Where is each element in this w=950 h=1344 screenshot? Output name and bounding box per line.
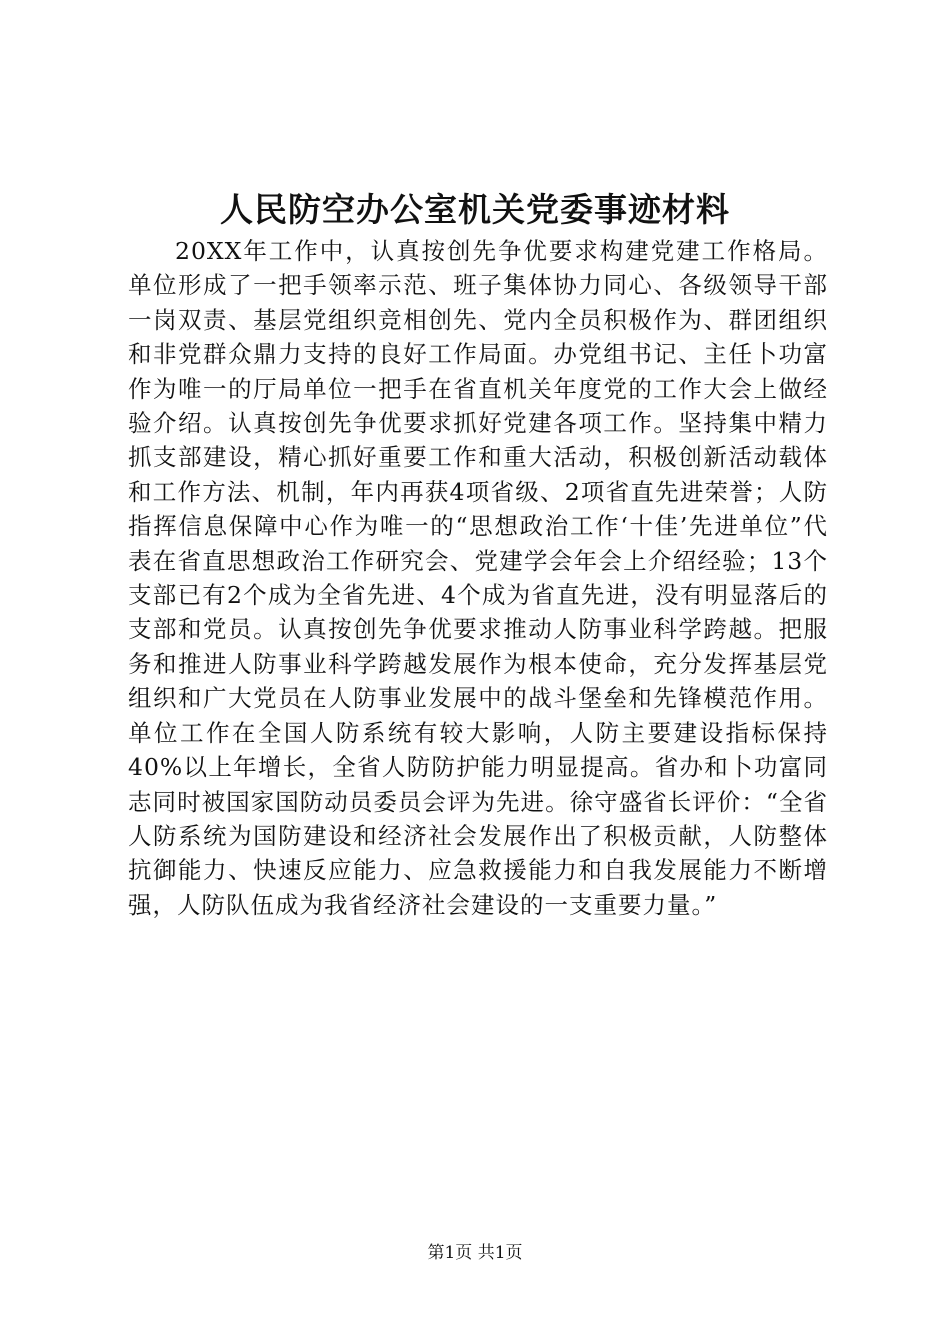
document-title: 人民防空办公室机关党委事迹材料 [220, 190, 730, 229]
page-footer: 第1页 共1页 [427, 1243, 523, 1263]
body-paragraph: 20XX年工作中，认真按创先争优要求构建党建工作格局。单位形成了一把手领率示范、班子集体协力同心、各级领导干部一岗双责、基层党组织竞相创先、党内全员积极作为、群团组织和非党群众鼎力支持的良好工作局面。办党组书记、主任卜功富作为唯一的厅局单位一把手在省直机关年度党的工作大会上做经验介绍。认真按创先争优要求抓好党建各项工作。坚持集中精力抓支部建设，精心抓好重要工作和重大活动，积极创新活动载体和工作方法、机制，年内再获4项省级、2项省直先进荣誉；人防指挥信息保障中心作为唯一的“思想政治工作‘十佳’先进单位”代表在省直思想政治工作研究会、党建学会年会上介绍经验；13个支部已有2个成为全省先进、4个成为省直先进，没有明显落后的支部和党员。认真按创先争优要求推动人防事业科学跨越。把服务和推进人防事业科学跨越发展作为根本使命，充分发挥基层党组织和广大党员在人防事业发展中的战斗堡垒和先锋模范作用。单位工作在全国人防系统有较大影响，人防主要建设指标保持40%以上年增长，全省人防防护能力明显提高。省办和卜功富同志同时被国家国防动员委员会评为先进。徐守盛省长评价：“全省人防系统为国防建设和经济社会发展作出了积极贡献，人防整体抗御能力、快速反应能力、应急救援能力和自我发展能力不断增强，人防队伍成为我省经济社会建设的一支重要力量。” [128, 237, 828, 919]
